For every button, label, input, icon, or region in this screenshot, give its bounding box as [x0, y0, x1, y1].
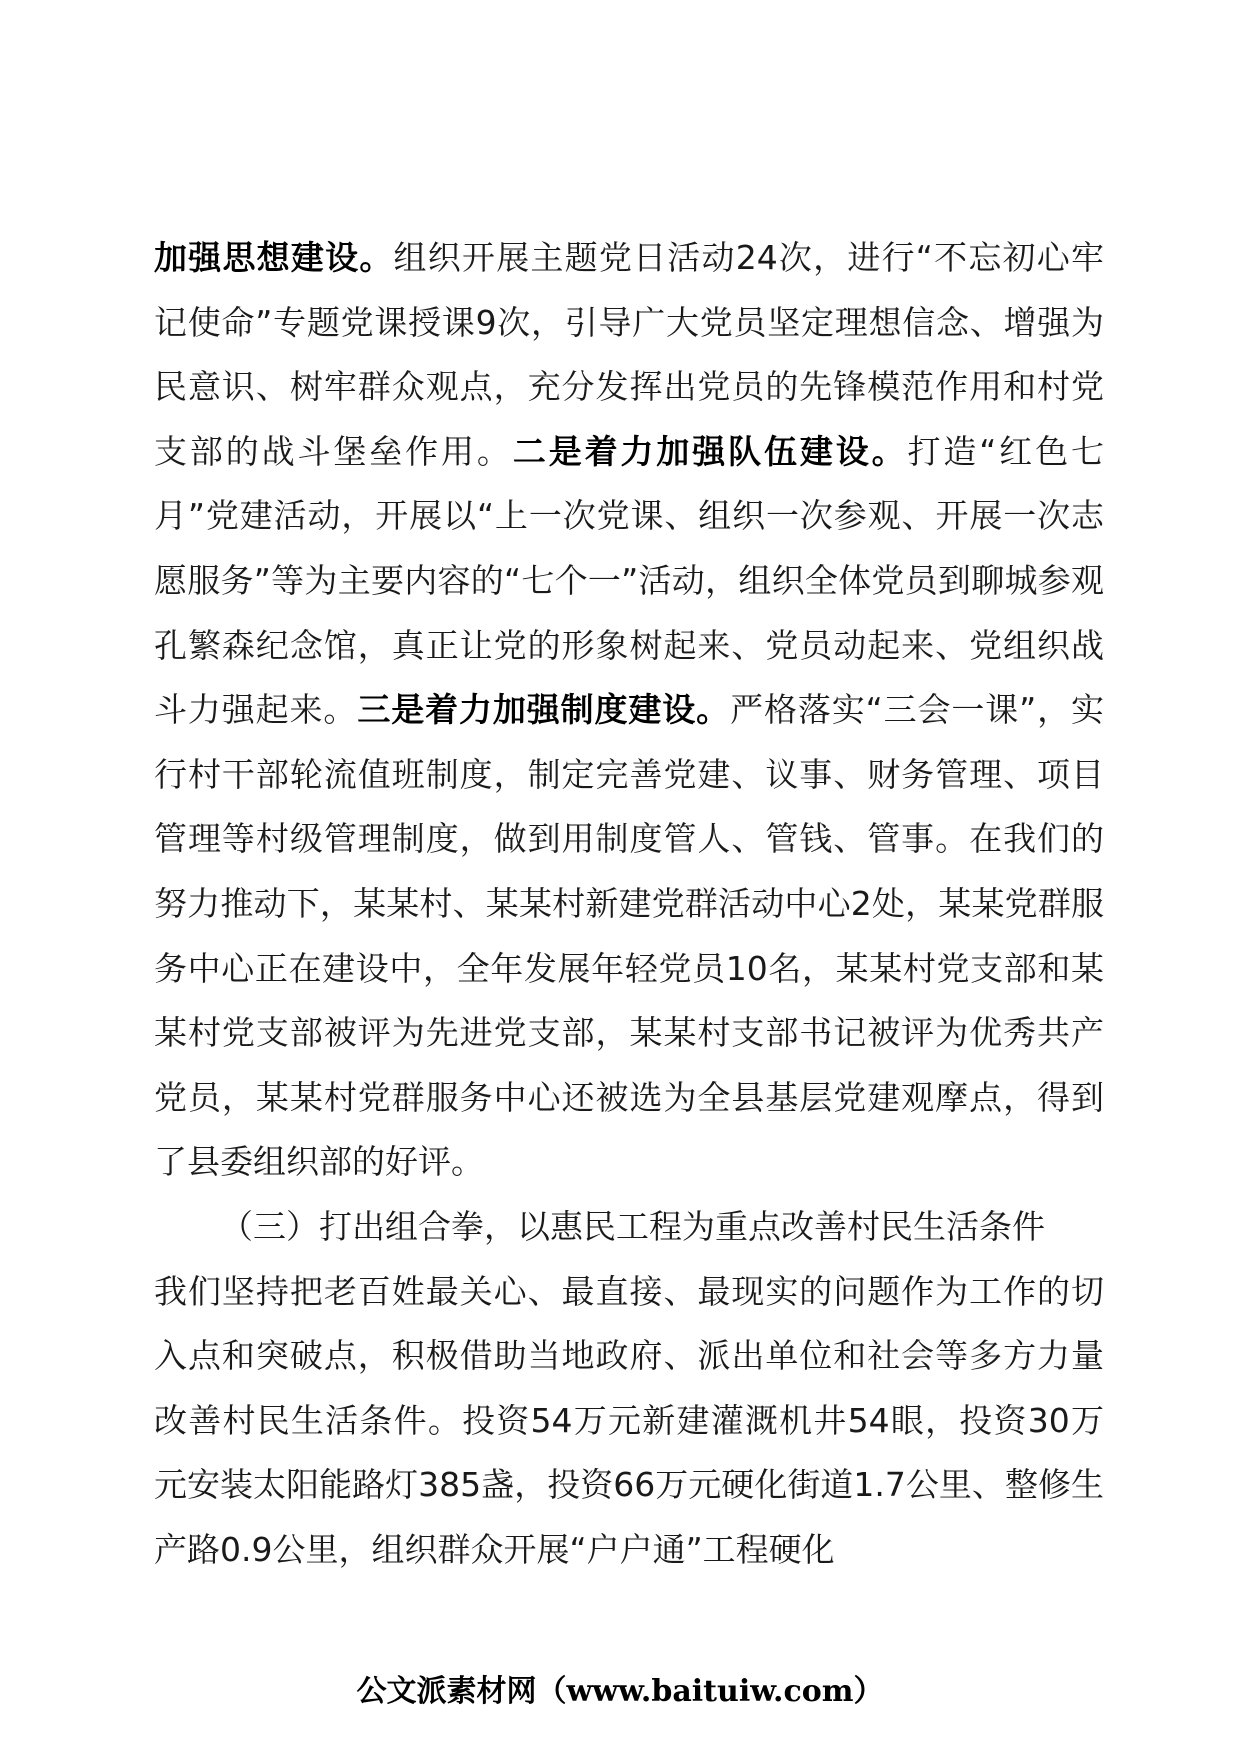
paragraph-livelihood: 我们坚持把老百姓最关心、最直接、最现实的问题作为工作的切入点和突破点，积极借助当地政府、派出单位和社会等多方力量改善村民生活条件。投资54万元新建灌溉机井54眼，投资30万元安装太阳能路灯385盏，投资66万元硬化街道1.7公里、整修生产路0.9公里，组织群众开展“户户通”工程硬化 [154, 1271, 1104, 1569]
paragraph-text: 组织开展主题党日活动24次，进行“不忘初心牢记使命”专题党课授课9次，引导广大党员坚定理想信念、增强为民意识、树牢群众观点，充分发挥出党员的先锋模范作用和村党支部的战斗堡垒作用。 [154, 238, 1104, 471]
bold-lead-team: 二是着力加强队伍建设。 [512, 431, 908, 471]
paragraph-text: 严格落实“三会一课”，实行村干部轮流值班制度，制定完善党建、议事、财务管理、项目管理等村级管理制度，做到用制度管人、管钱、管事。在我们的努力推动下，某某村、某某村新建党群活动中心2处，某某党群服务中心正在建设中，全年发展年轻党员10名，某某村党支部和某某村党支部被评为先进党支部，某某村支部书记被评为优秀共产党员，某某村党群服务中心还被选为全县基层党建观摩点，得到了县委组织部的好评。 [154, 690, 1105, 1182]
bold-lead-system: 三是着力加强制度建设。 [357, 690, 731, 730]
footer-watermark: 公文派素材网（www.baituiw.com） [356, 1674, 884, 1709]
document-body [154, 226, 1104, 1582]
paragraph-party-building [154, 226, 1104, 1195]
section-heading: （三）打出组合拳，以惠民工程为重点改善村民生活条件 [220, 1206, 1045, 1246]
bold-lead-ideology: 加强思想建设。 [154, 238, 394, 277]
paragraph-text: 打造“红色七月”党建活动，开展以“上一次党课、组织一次参观、开展一次志愿服务”等为主要内容的“七个一”活动，组织全体党员到聊城参观孔繁森纪念馆，真正让党的形象树起来、党员动起来、党组织战斗力强起来。 [154, 431, 1104, 730]
